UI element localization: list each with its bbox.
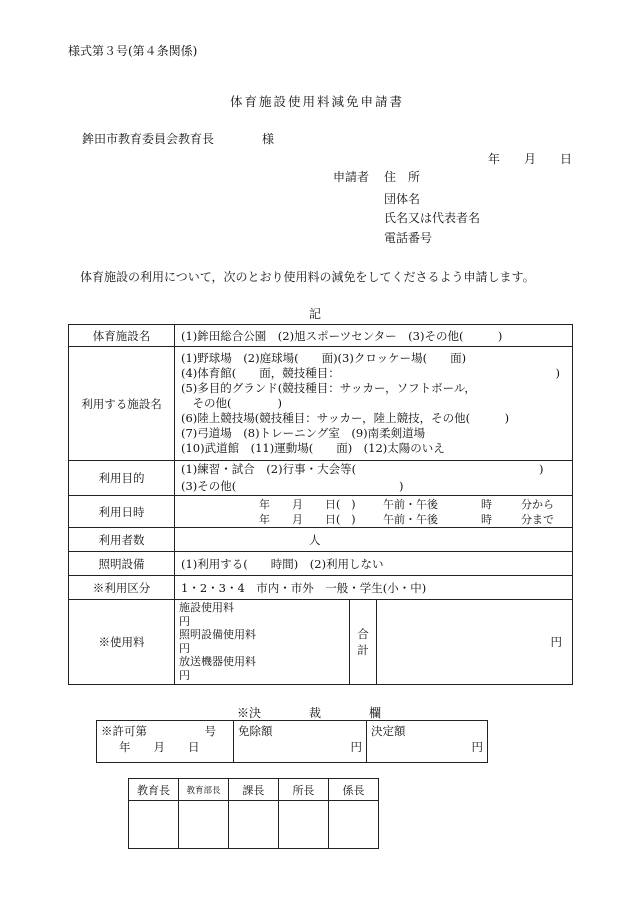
use-facility-line: (4)体育館( 面，競技種目： xyxy=(181,366,340,380)
datetime-label: 利用日時 xyxy=(69,496,175,528)
datetime-to-date: 年 月 日( ) xyxy=(259,512,356,526)
datetime-to-min: 分まで xyxy=(521,512,554,526)
use-facility-line: (10)武道館 (11)運動場( 面) (12)太陽のいえ xyxy=(181,441,445,455)
applicant-address: 住 所 xyxy=(384,170,421,184)
request-text: 体育施設の利用について，次のとおり使用料の減免をしてくださるよう申請します。 xyxy=(80,270,535,284)
row-purpose xyxy=(69,461,573,496)
stamp-box[interactable] xyxy=(179,801,229,849)
purpose-line-2-end: ) xyxy=(399,479,404,493)
people-value xyxy=(175,528,573,552)
fee-label: ※使用料 xyxy=(69,600,175,685)
stamp-header: 教育長 xyxy=(129,779,179,801)
row-category xyxy=(69,576,573,600)
purpose-line-1-end: ) xyxy=(539,462,544,476)
exemption-cell xyxy=(234,721,367,763)
stamp-header: 係長 xyxy=(328,779,378,801)
people-label: 利用者数 xyxy=(69,528,175,552)
stamp-header: 課長 xyxy=(228,779,278,801)
fee-items xyxy=(175,600,350,684)
datetime-to-ampm: 午前・午後 xyxy=(383,512,438,526)
lighting-label: 照明設備 xyxy=(69,552,175,576)
stamp-header: 教育部長 xyxy=(179,779,229,801)
fee-total-label xyxy=(350,600,377,684)
application-table xyxy=(68,324,573,685)
use-facility-line: (5)多目的グランド(競技種目：サッカー，ソフトボール， xyxy=(181,381,476,395)
applicant-phone: 電話番号 xyxy=(384,231,433,245)
datetime-from-min: 分から xyxy=(521,497,554,511)
use-facility-line: (1)野球場 (2)庭球場( 面)(3)クロッケー場( 面) xyxy=(181,351,467,365)
permit-date: 年 月 日 xyxy=(119,740,200,754)
datetime-from-ampm: 午前・午後 xyxy=(383,497,438,511)
applicant-group: 団体名 xyxy=(384,192,421,206)
fee-total-value xyxy=(377,600,573,684)
datetime-from-hour: 時 xyxy=(481,497,492,511)
date-line: 年 月 日 xyxy=(488,152,573,166)
form-number: 様式第３号(第４条関係) xyxy=(68,44,198,58)
fee-item-unit: 円 xyxy=(179,614,190,628)
row-people xyxy=(69,528,573,552)
row-lighting xyxy=(69,552,573,576)
facility-value: (1)鉾田総合公園 (2)旭スポーツセンター (3)その他( ) xyxy=(175,325,573,347)
fee-item-name: 放送機器使用料 xyxy=(179,655,256,668)
category-label: ※利用区分 xyxy=(69,576,175,600)
decision-table xyxy=(96,720,488,763)
people-unit: 人 xyxy=(309,532,321,547)
datetime-from-date: 年 月 日( ) xyxy=(259,497,356,511)
fee-value xyxy=(175,600,573,685)
stamp-box[interactable] xyxy=(328,801,378,849)
fee-total-bottom: 計 xyxy=(357,643,369,657)
decision-heading: ※決 裁 欄 xyxy=(237,706,382,720)
purpose-line-1: (1)練習・試合 (2)行事・大会等( xyxy=(181,462,357,476)
exemption-label: 免除額 xyxy=(238,724,273,738)
approval-stamp-table xyxy=(128,778,379,849)
stamp-box[interactable] xyxy=(278,801,328,849)
stamp-box[interactable] xyxy=(129,801,179,849)
use-facility-close-paren: ) xyxy=(555,366,560,380)
permit-cell xyxy=(97,721,234,763)
row-facility xyxy=(69,325,573,347)
use-facility-value xyxy=(175,347,573,461)
use-facility-line: (7)弓道場 (8)トレーニング室 (9)南柔剣道場 xyxy=(181,426,426,440)
row-use-facility xyxy=(69,347,573,461)
fee-item-name: 施設使用料 xyxy=(179,601,234,614)
use-facility-line: その他( ) xyxy=(181,396,282,410)
stamp-box[interactable] xyxy=(228,801,278,849)
decided-unit: 円 xyxy=(471,740,483,754)
purpose-line-2: (3)その他( xyxy=(181,479,237,493)
use-facility-label: 利用する施設名 xyxy=(69,347,175,461)
fee-total-top: 合 xyxy=(357,627,369,641)
applicant-label: 申請者 xyxy=(333,170,370,184)
purpose-label: 利用目的 xyxy=(69,461,175,496)
page-title: 体育施設使用料減免申請書 xyxy=(230,94,405,109)
lighting-value: (1)利用する( 時間) (2)利用しない xyxy=(175,552,573,576)
use-facility-line: (6)陸上競技場(競技種目：サッカー，陸上競技，その他( ) xyxy=(181,411,510,425)
permit-number: ※許可第 号 xyxy=(101,724,216,738)
datetime-to-hour: 時 xyxy=(481,512,492,526)
facility-label: 体育施設名 xyxy=(69,325,175,347)
purpose-value xyxy=(175,461,573,496)
fee-item-unit: 円 xyxy=(179,641,190,655)
fee-item-name: 照明設備使用料 xyxy=(179,628,256,641)
fee-inner-table xyxy=(175,600,572,684)
stamp-header: 所長 xyxy=(278,779,328,801)
datetime-value xyxy=(175,496,573,528)
addressee: 鉾田市教育委員会教育長 様 xyxy=(82,132,275,146)
row-fee xyxy=(69,600,573,685)
decided-cell xyxy=(367,721,488,763)
decided-label: 決定額 xyxy=(371,724,406,738)
fee-total-unit: 円 xyxy=(550,635,562,649)
category-value: 1・2・3・4 市内・市外 一般・学生(小・中) xyxy=(175,576,573,600)
applicant-name: 氏名又は代表者名 xyxy=(384,211,481,225)
ki-label: 記 xyxy=(309,307,322,321)
fee-item-unit: 円 xyxy=(179,668,190,682)
row-datetime xyxy=(69,496,573,528)
exemption-unit: 円 xyxy=(350,740,362,754)
